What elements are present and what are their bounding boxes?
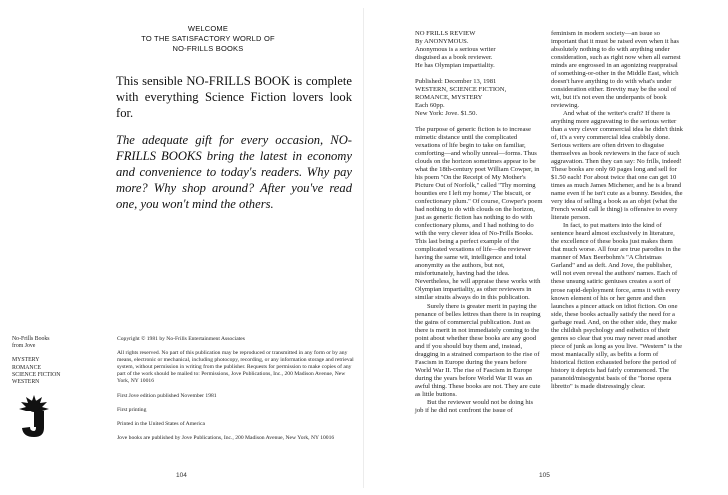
copyright-line: Copyright © 1981 by No-Frills Entertainment Associates bbox=[117, 336, 245, 342]
pub-info-line: New York: Jove. $1.50. bbox=[415, 110, 478, 118]
pub-info-line: WESTERN, SCIENCE FICTION, bbox=[415, 86, 507, 94]
publication-info bbox=[415, 78, 543, 118]
copyright-line: Jove books are published by Jove Publications, Inc., 200 Madison Avenue, New York, NY 10016 bbox=[117, 434, 335, 441]
page-number: 105 bbox=[539, 472, 550, 479]
review-header-line: Anonymous is a serious writer bbox=[415, 46, 496, 54]
review-paragraph: The purpose of generic fiction is to increase mimetic distance until the complicated vexations of life begin to take on familiar, comforting—and wholly unreal—forms. Thus clouds on the horizon sometimes appear to be what the 18th-century poet William Cowper, in his poem "On the Receipt of My Mother's Picture Out of Norfolk," called "Thy morning bounties ere I left my home,/ The biscuit, or confectionary plum." Of course, Cowper's poem had nothing to do with clouds on the horizon, just as generic fiction has nothing to do with confectionary plums, and I had nothing to do with the very clever idea of No-Frills Books. This last being a perfect example of the complicated vexations of life—the reviewer having the same wit, intelligence and total anonymity as the authors, but not, misfortunately, having had the idea. Nevertheless, he will appraise these works with Olympian impartiality, as other reviewers in similar straits always do in this publication. bbox=[415, 126, 543, 302]
welcome-line: TO THE SATISFACTORY WORLD OF bbox=[141, 34, 275, 43]
intro-text bbox=[116, 74, 352, 224]
review-paragraph: In fact, to put matters into the kind of sentence heard almost exclusively in literature, the excellence of these books just makes them that much worse. All four are true parodies in the manner of Max Beerbohm's "A Christmas Garland" and as deft. And Jove, the publisher, will not even reveal the authors' names. Each of these unsung satiric geniuses creates a sort of prose rapid-deployment force, arms it with every known element of his or her genre and then launches a pincer attack on idiot fiction. On one side, these books actually satisfy the need for a garbage read. And, on the other side, they make the childish psychology and esthetics of their genres so clear that you may never read another piece of junk as long as you live. "Western" is the most maniacally silly, as befits a form of historical fiction exhausted before the period of history it depicts had fairly commenced. The paranoid/misogynist basis of the "horse opera libretto" is made distressingly clear. bbox=[551, 222, 683, 390]
imprint-line: No-Frills Books bbox=[12, 336, 50, 342]
review-header-line: By ANONYMOUS. bbox=[415, 38, 469, 46]
copyright-line: First Jove edition published November 1981 bbox=[117, 392, 217, 399]
copyright-block bbox=[117, 336, 357, 449]
pub-info-line: ROMANCE, MYSTERY bbox=[415, 94, 483, 102]
intro-paragraph: The adequate gift for every occasion, NO-FRILLS BOOKS bring the latest in economy and convenience to today's readers. Why pay more? Why shop around? After you've read one, you won't mind the others. bbox=[116, 133, 352, 211]
review-paragraph: But the reviewer would not be doing his job if he did not confront the issue of bbox=[415, 398, 534, 414]
copyright-line: First printing bbox=[117, 406, 147, 413]
welcome-line: WELCOME bbox=[187, 24, 229, 33]
page-number: 104 bbox=[176, 472, 187, 479]
genre-item: WESTERN bbox=[12, 379, 40, 386]
welcome-heading bbox=[118, 24, 298, 54]
right-page bbox=[364, 0, 728, 495]
genre-item: ROMANCE bbox=[12, 364, 41, 371]
review-header bbox=[415, 30, 543, 70]
intro-paragraph: This sensible NO-FRILLS BOOK is complete with everything Science Fiction lovers look for. bbox=[116, 74, 352, 120]
review-paragraph: Surely there is greater merit in paying the penance of belles lettres than there is in reaping the gains of commercial publication. Just as there is merit in not immediately coming to the point about whether these books are any good and if you should buy them and, instead, dragging in a strained comparison to the rise of Fascism in Europe during the years before World War II. The rise of Fascism in Europe during the years before World War II was an awful thing. These books are not. They are cute as little buttons. bbox=[415, 302, 541, 398]
review-header-line: NO FRILLS REVIEW bbox=[415, 30, 476, 37]
review-column-2 bbox=[551, 30, 683, 391]
welcome-line: NO-FRILLS BOOKS bbox=[172, 44, 244, 53]
pub-info-line: Each 60pp. bbox=[415, 102, 445, 110]
pub-info-line: Published: December 13, 1981 bbox=[415, 78, 497, 86]
copyright-line: Printed in the United States of America bbox=[117, 420, 205, 427]
review-column-1 bbox=[415, 30, 543, 415]
jove-logo-icon bbox=[14, 394, 54, 438]
copyright-line: All rights reserved. No part of this publication may be reproduced or transmitted in any form or by any means, electronic or mechanical, including photocopy, recording, or any information storage and retrieval system, without permission in writing from the publisher. Requests for permission to make copies of any part of the work should be mailed to: Permissions, Jove Publications, Inc., 200 Madison Avenue, New York, NY 10016 bbox=[117, 350, 354, 385]
imprint-line: from Jove bbox=[12, 343, 36, 350]
review-paragraph: feminism in modern society—an issue so important that it must be raised even when it has absolutely nothing to do with anything under consideration, such as right now when all earnest minds are engrossed in an agonizing reappraisal of something-or-other in the Middle East, which doesn't have anything to do with what's under consideration either. Brevity may be the soul of wit, but it's not even the underpants of book reviewing. bbox=[551, 30, 681, 110]
genre-item: SCIENCE FICTION bbox=[12, 371, 61, 378]
review-header-line: disguised as a book reviewer. bbox=[415, 54, 493, 62]
genre-item: MYSTERY bbox=[12, 357, 40, 364]
review-header-line: He has Olympian impartiality. bbox=[415, 62, 495, 70]
review-paragraph: And what of the writer's craft? If there is anything more aggravating to the serious writer than a very clever commercial idea he didn't think of, it's a very commercial idea crabbily done. Serious writers are often driven to disguise themselves as book reviewers in the face of such aggravation. Then they can say: No frills, indeed! These books are only 60 pages long and sell for $1.50 each! For about twice that one can get 10 times as much James Michener, and he is a brand name even if he isn't cute as a bunny. Besides, the very idea of selling a book as an objet (what the French would call le thing) is offensive to every literate person. bbox=[551, 110, 683, 222]
imprint-sidebar bbox=[12, 336, 78, 386]
